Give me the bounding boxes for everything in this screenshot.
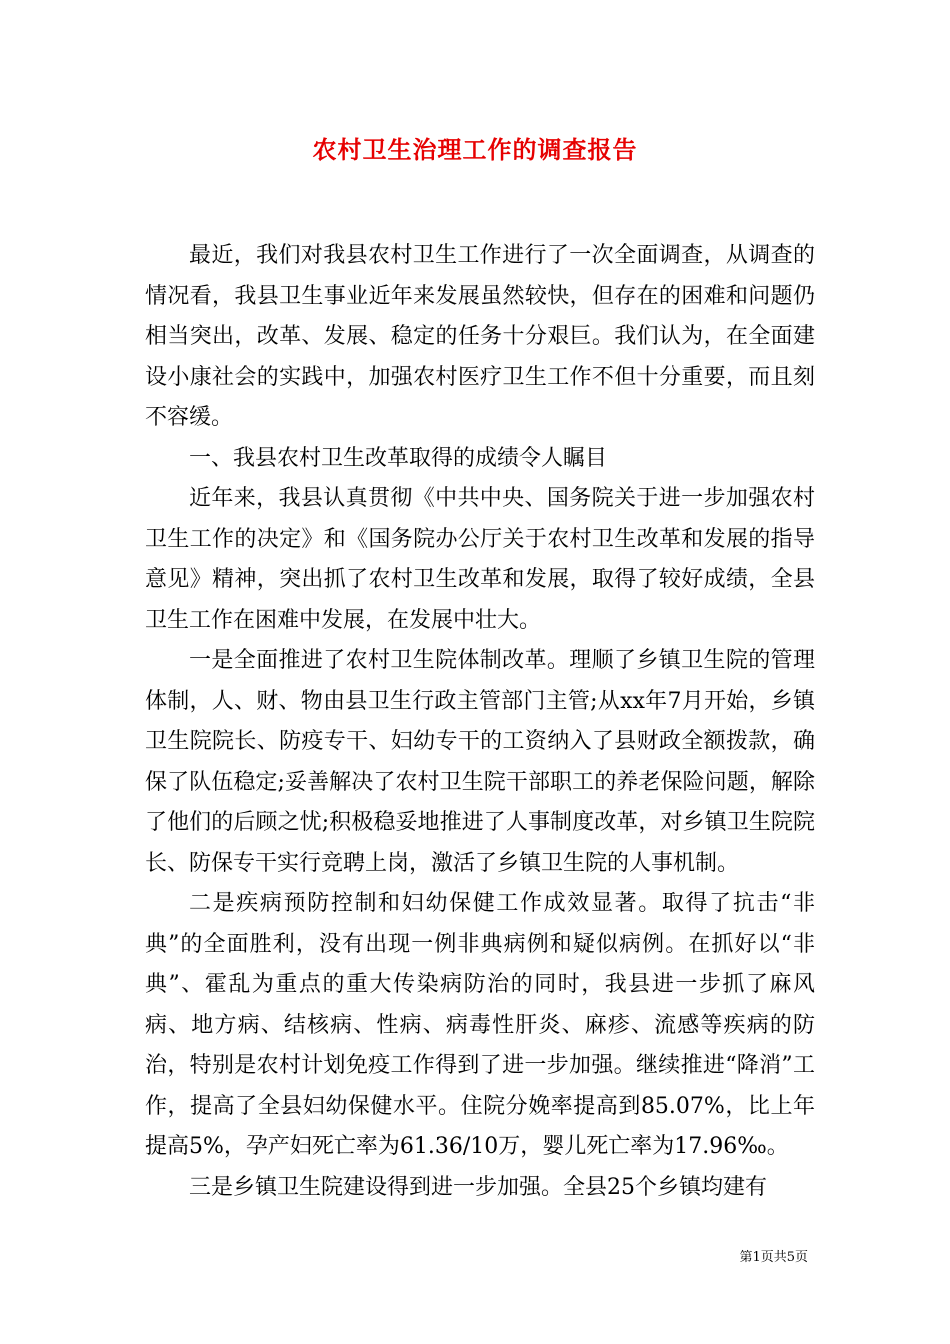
paragraph-point-2: 二是疾病预防控制和妇幼保健工作成效显著。取得了抗击“非典”的全面胜利，没有出现一例非典病例和疑似病例。在抓好以“非典”、霍乱为重点的重大传染病防治的同时，我县进一步抓了麻风病、地方病、结核病、性病、病毒性肝炎、麻疹、流感等疾病的防治，特别是农村计划免疫工作得到了进一步加强。继续推进“降消”工作，提高了全县妇幼保健水平。住院分娩率提高到85.07%，比上年提高5%，孕产妇死亡率为61.36/10万，婴儿死亡率为17.96‰。 <box>145 891 815 1159</box>
paragraph-point-1: 一是全面推进了农村卫生院体制改革。理顺了乡镇卫生院的管理体制，人、财、物由县卫生行政主管部门主管;从xx年7月开始，乡镇卫生院院长、防疫专干、妇幼专干的工资纳入了县财政全额拨款，确保了队伍稳定;妥善解决了农村卫生院干部职工的养老保险问题，解除了他们的后顾之忧;积极稳妥地推进了人事制度改革，对乡镇卫生院院长、防保专干实行竞聘上岗，激活了乡镇卫生院的人事机制。 <box>145 648 815 876</box>
document-body <box>145 236 815 1208</box>
paragraph-recent-years: 近年来，我县认真贯彻《中共中央、国务院关于进一步加强农村卫生工作的决定》和《国务院办公厅关于农村卫生改革和发展的指导意见》精神，突出抓了农村卫生改革和发展，取得了较好成绩，全县卫生工作在困难中发展，在发展中壮大。 <box>145 486 815 633</box>
section-heading-1: 一、我县农村卫生改革取得的成绩令人瞩目 <box>189 445 608 471</box>
paragraph-point-3: 三是乡镇卫生院建设得到进一步加强。全县25个乡镇均建有 <box>189 1174 767 1200</box>
page-number: 第1页共5页 <box>739 1250 808 1265</box>
paragraph-intro: 最近，我们对我县农村卫生工作进行了一次全面调查，从调查的情况看，我县卫生事业近年来发展虽然较快，但存在的困难和问题仍相当突出，改革、发展、稳定的任务十分艰巨。我们认为，在全面建设小康社会的实践中，加强农村医疗卫生工作不但十分重要，而且刻不容缓。 <box>145 243 815 430</box>
document-title: 农村卫生治理工作的调查报告 <box>312 135 638 164</box>
